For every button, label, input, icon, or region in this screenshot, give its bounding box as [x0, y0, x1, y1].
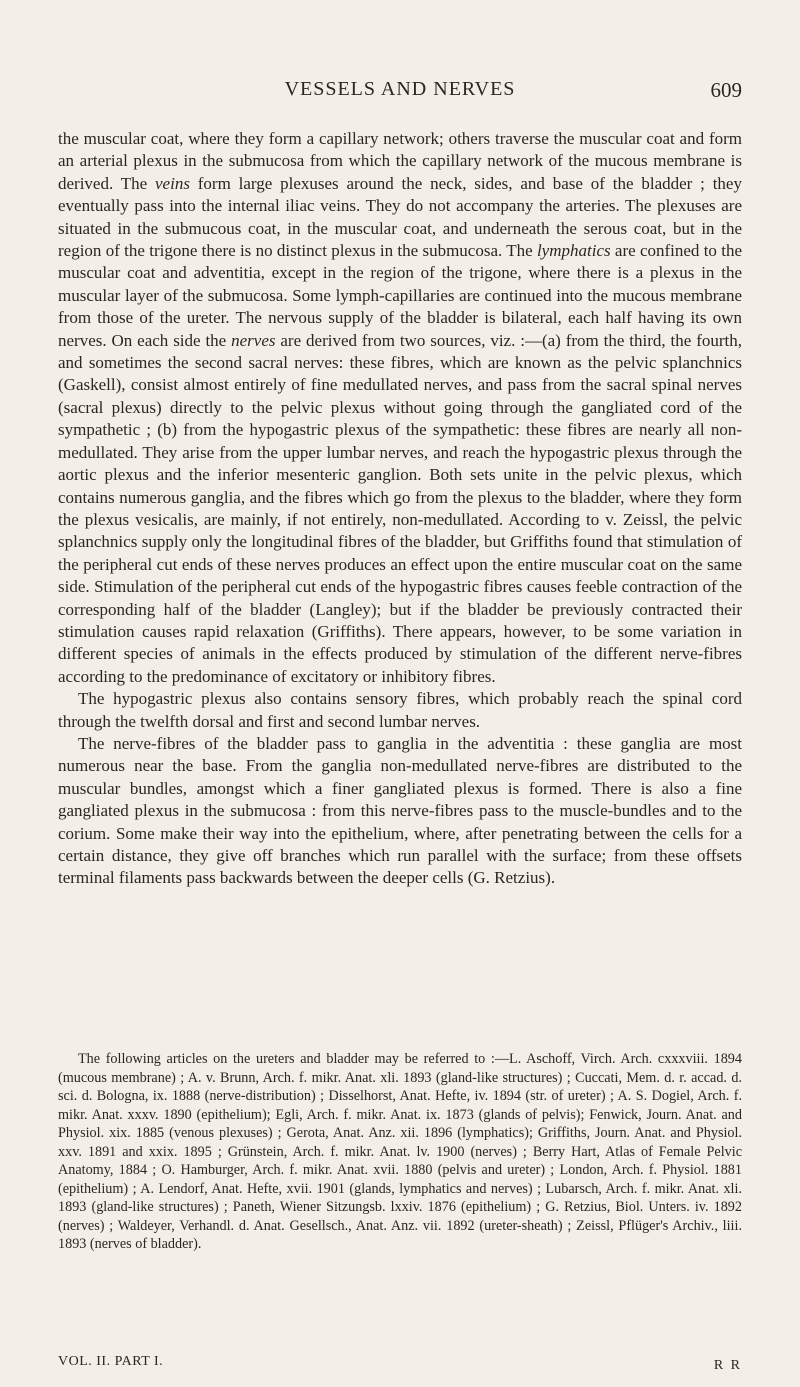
running-title: VESSELS AND NERVES [284, 78, 516, 100]
text-run: are confined to the muscular coat and adventitia, except in the region of the trigone, where there is a plexus in the muscular layer of the submucosa. Some lymph-capillaries are continued into the mucous membrane from those of the ureter. The nervous supply of the bladder is bilateral, each half having its own nerves. On each side the [58, 241, 742, 350]
main-text [58, 128, 742, 890]
signature-mark: R R [713, 1358, 742, 1373]
paragraph-1 [58, 128, 742, 688]
emphasis-veins: veins [155, 173, 190, 193]
emphasis-lymphatics: lymphatics [536, 241, 611, 261]
paragraph-2: The hypogastric plexus also contains sensory fibres, which probably reach the spinal cord through the twelfth dorsal and first and second lumbar nerves. [58, 689, 742, 731]
paragraph-3: The nerve-fibres of the bladder pass to ganglia in the adventitia : these ganglia are most numerous near the base. From the ganglia non-medullated nerve-fibres are distributed to the muscular bundles, amongst which a finer gangliated plexus is formed. There is also a fine gangliated plexus in the submucosa : from this nerve-fibres pass to the muscle-bundles and to the corium. Some make their way into the epithelium, where, after penetrating between the cells for a certain distance, they give off branches which run parallel with the surface; from these offsets terminal filaments pass backwards between the deeper cells (G. Retzius). [58, 733, 742, 888]
page-footer [58, 1354, 742, 1374]
volume-label: VOL. II. PART I. [58, 1354, 164, 1369]
page-number: 609 [710, 78, 742, 102]
footnote: The following articles on the ureters and bladder may be referred to :—L. Aschoff, Virch. Arch. cxxxviii. 1894 (mucous membrane) ; A. v. Brunn, Arch. f. mikr. Anat. xli. 1893 (gland-like structures) ; Cuccati, Mem. d. r. accad. d. sci. d. Bologna, ix. 1888 (nerve-distribution) ; Disselhorst, Anat. Hefte, iv. 1894 (str. of ureter) ; A. S. Dogiel, Arch. f. mikr. Anat. xxxv. 1890 (epithelium); Egli, Arch. f. mikr. Anat. ix. 1873 (glands of pelvis); Fenwick, Journ. Anat. and Physiol. xix. 1885 (venous plexuses) ; Gerota, Anat. Anz. xii. 1896 (lymphatics); Griffiths, Journ. Anat. and Physiol. xxv. 1891 and xxix. 1895 ; Grünstein, Arch. f. mikr. Anat. lv. 1900 (nerves) ; Berry Hart, Atlas of Female Pelvic Anatomy, 1884 ; O. Hamburger, Arch. f. mikr. Anat. xvii. 1880 (pelvis and ureter) ; London, Arch. f. Physiol. 1881 (epithelium) ; A. Lendorf, Anat. Hefte, xvii. 1901 (glands, lymphatics and nerves) ; Lubarsch, Arch. f. mikr. Anat. xli. 1893 (gland-like structures) ; Paneth, Wiener Sitzungsb. lxxiv. 1876 (epithelium) ; G. Retzius, Biol. Unters. iv. 1892 (nerves) ; Waldeyer, Verhandl. d. Anat. Gesellsch., Anat. Anz. vii. 1892 (ureter-sheath) ; Zeissl, Pflüger's Archiv., liii. 1893 (nerves of bladder). [58, 1051, 742, 1252]
page-header [58, 78, 742, 108]
text-run: are derived from two sources, viz. :—(a) from the third, the fourth, and sometimes the second sacral nerves: these fibres, which are known as the pelvic splanchnics (Gaskell), consist almost entirely of fine medullated nerves, and pass from the sacral spinal nerves (sacral plexus) directly to the pelvic plexus without going through the gangliated cord of the sympathetic ; (b) from the hypogastric plexus of the sympathetic: these fibres are nearly all non-medullated. They arise from the upper lumbar nerves, and reach the hypogastric plexus through the aortic plexus and the inferior mesenteric ganglion. Both sets unite in the pelvic plexus, which contains numerous ganglia, and the fibres which go from the plexus to the bladder, where they form the plexus vesicalis, are mainly, if not entirely, non-medullated. According to v. Zeissl, the pelvic splanchnics supply only the longitudinal fibres of the bladder, but Griffiths found that stimulation of the peripheral cut ends of these nerves produces an effect upon the entire muscular coat on the same side. Stimulation of the peripheral cut ends of the hypogastric fibres causes feeble contraction of the corresponding half of the bladder (Langley); but if the bladder be previously contracted their stimulation causes rapid relaxation (Griffiths). There appears, however, to be some variation in different species of animals in the effects produced by stimulation of the different nerve-fibres according to the predominance of excitatory or inhibitory fibres. [58, 330, 742, 686]
text-run: the muscular coat, where they form a capillary network; others traverse the muscular coat and form an arterial plexus in the submucosa from which the capillary network of the mucous membrane is derived. The [58, 129, 742, 193]
text-run: form large plexuses around the neck, sides, and base of the bladder ; they eventually pass into the internal iliac veins. They do not accompany the arteries. The plexuses are situated in the submucous coat, in the muscular coat, and underneath the serous coat, but in the region of the trigone there is no distinct plexus in the submucosa. The [58, 173, 742, 261]
emphasis-nerves: nerves [231, 330, 276, 350]
